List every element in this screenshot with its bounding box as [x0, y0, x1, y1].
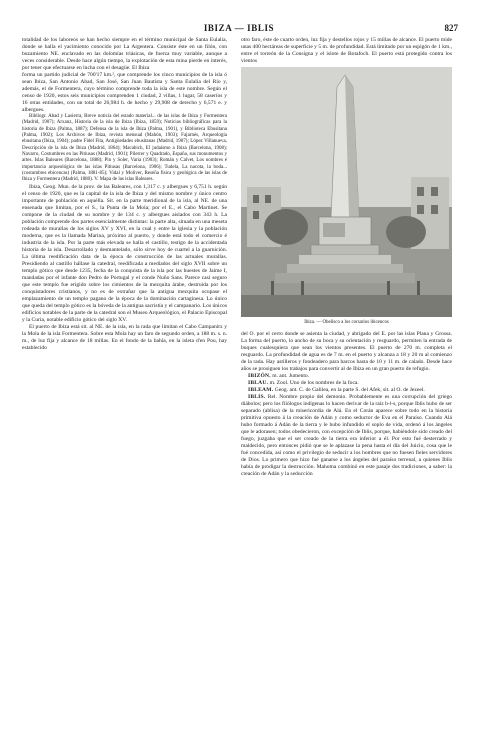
page-number: 827: [444, 23, 458, 33]
paragraph: del O. por el cerro donde se asienta la ciudad, y abrigado del E. por las islas Plana y Grossa. La forma del puerto, lo ancho de su boca y su orientación y resguardo, permiten la entrada de buques cualesquiera que sean los vientos presentes. El puerto de 270 m. completa el resguardo. La profundidad de agua es de 7 m. en el puerto y alcanza a 18 y 20 m al comienzo de la rada. Hay astilleros y fondeadero para barcos hasta de 10 y 11 m. de calado. Desde hace años se prosiguen los trabajos para convertir al de Ibiza en un gran puerto de refugio.: [241, 331, 452, 372]
entry-text: Geog. ant. C. de Galilea, en la parte S. del Afek, sit. al O. de Jezeel.: [274, 387, 425, 393]
entry-headword: IBIZÓN.: [248, 373, 271, 379]
dictionary-entry: [241, 394, 452, 478]
entry-headword: IBLAU.: [248, 380, 269, 386]
obelisk-illustration: [241, 67, 452, 317]
dictionary-entry: [241, 387, 452, 394]
figure: [241, 67, 452, 327]
bibliography: Bibliogr. Abad y Lasierra, Breve noticia del estado material... de las islas de Ibiza y Formentera (Madrid, 1907); Arxanz, Historia de la isla de Ibiza (Ibiza, 1859); Noticias bibliográficas para la historia de Ibiza (Palma, 1887); Defensa de la isla de Ibiza (Palma, 1901), y Biblioteca Ebusitana (Palma, 1902); Los Archivos de Ibiza, revista mensual (Mahón, 1903); Fajarnés, Arqueología ebusitana (Ibiza, 1904); padre Fidel Fita, Antigüedades ebusitanas (Madrid, 1907); López Villanueva, Descripción de la isla de Ibiza (Madrid, 1864); Macabich, El judaísmo a Ibiza (Barcelona, 1908); Navarro, Costumbres en las Pitiusas (Madrid, 1901); Pilerrer y Quadrado, España, sus monumentos y artes. Islas Baleares (Barcelona, 1888); Pin y Soler, Varia (1903); Román y Calvet, Los nombres é importancia arqueológica de las islas Pitiusas (Barcelona, 1906); Tudela, La nacota, la boda... (costumbres ebicencas) (Palma, 1881-85); Vidal y Moliver, Reseña física y geológica de las islas de Ibiza y Formentera (Madrid, 1880). V. Mapa de las islas Baleares.: [22, 114, 227, 183]
running-title: IBIZA — IBLIS: [203, 23, 275, 33]
entry-text: m. ant. Jumento.: [272, 373, 310, 379]
paragraph: totalidad de los laboreos se han hecho siempre en el término municipal de Santa Eulalia, donde se halla el yacimiento conocido por La Argentera. Consiste éste en un filón, con buzamiento NE. enclavado en las dolomías triásicas, de fuerza muy variable, aunque a veces considerable. Desde hace algún tiempo, la explotación de esta mina pierde en interés, por tener que efectuarse en lucha con el desagüe. El Ibiza: [22, 37, 227, 71]
left-column: [22, 37, 227, 716]
paragraph: otro faro, éste de cuarto orden, luz fija y destellos rojos y 15 millas de alcance. El puerto mide unas 400 hectáreas de superficie y 5 m. de profundidad. Está limitado por un espigón de 1 km., entre el torreón de la Consigna y el islote de Botafoch. El puerto está protegido contra los vientos: [241, 37, 452, 64]
dictionary-entry: [241, 373, 452, 380]
right-column: [241, 37, 452, 716]
obelisk-photo: [241, 67, 452, 317]
paragraph: Ibiza, Geog. Mun. de la prov. de las Baleares, con 1,317 c. y albergues y 6,751 h. según el censo de 1920, que es la capital de la isla de Ibiza y del mismo nombre y único centro importante de población en aquélla. Sit. en la parte meridional de la isla, al NE. de una ensenada que limitan, por el S., la Punta de la Mola; por el E., el Cabo Martinet. Se compone de la ciudad de su nombre y de 134 c. y albergues aislados con 343 h. La población comprende dos partes esencialmente distintas: la parte alta, situada en una meseta rodeada de murallas de los siglos XV y XVI, en la cual y entre la iglesia y la población moderna, que es la llamada Marina, próximo al puerto, y donde está todo el comercio é industria de la isla. Por la parte más elevada se halla el castillo, testigo de la accidentada historia de la isla. Desarrollado y desmantelado, sólo sirve hoy de cuartel a la guarnición. La última reedificación data de la época de construcción de las actuales murallas. Presidiendo al castillo hállase la catedral, reedificada a mediados del siglo XVII sobre un templo gótico que desde 1235, fecha de la conquista de la isla por las huestes de Jaime I, mandadas por el infante don Pedro de Portugal y el conde Nuño Sans. Parece casi seguro que este templo fue erigido sobre los cimientos de la mezquita árabe, destruida por los conquistadores cristianos, y no es de extrañar que la antigua mezquita ocupase el emplazamiento de un templo pagano de la época de la dominación cartaginesa. Lo único que queda del templo gótico es la bóveda de la antigua sacristía y el campanario. Los únicos edificios notables de la parte de la catedral son el Museo Arqueológico, el Palacio Episcopal y la Curia, notable edificio gótico del siglo XV.: [22, 183, 227, 323]
entry-headword: IBLEAM.: [248, 387, 274, 393]
entry-text: Rel. Nombre propio del demonio. Probablemente es una corrupción del griego diábolos; pero los filólogos indígenas lo hacen derivar de la raíz b-l-s, porque Iblis hubo de ser separado (ablisa) de la misericordia de Alá. En el Corán aparece sobre todo en la historia primitiva opuesto á la creación de Adán y como seductor de Eva en el Paraíso. Cuando Alá hubo formado á Adán de la tierra y le hubo infundido el soplo de vida, ordenó á los ángeles que le adorasen; todos obedecieron, con excepción de Iblis, porque, habiéndole sido creado del fuego, juzgaba que el ser creado de la tierra era inferior a él. Por esto fué desterrado y maldecido, pero entonces pidió que se le aplazase la pena hasta el día del Juicio, cosa que le fué concedida, así como el privilegio de seducir a los hombres que no fuesen fieles servidores de Dios. Lo primero que hizo fué ganarse a los ángeles del paraíso terrenal, a quienes Iblis había de prodigar la destrucción. Mahoma combinó en este pasaje dos tradiciones, a saber: la creación de Adán y la seducción: [241, 394, 452, 477]
entry-headword: IBLIS.: [248, 394, 266, 400]
paragraph: forma un partido judicial de 700'17 km.², que comprende los cinco municipios de la isla ó sean Ibiza, San Antonio Abad, San José, San Juan Bautista y Santa Eulalia del Río y, además, el de Formentera, cuyo término comprende toda la isla de este nombre. Según el censo de 1920, estos seis municipios comprenden 1 ciudad, 2 villas, 1 lugar, 58 caseríos y 16 otras entidades, con un total de 26,984 h. de hecho y 29,908 de derecho y 6,571 e. y albergues.: [22, 72, 227, 113]
paragraph: El puerto de Ibiza está sit. al NE. de la isla, en la rada que limitan el Cabo Campanitx y la Mola de la isla Formentera. Sobre esta Mola hay un faro de segundo orden, a 188 m. s. n. m., de luz fija y alcance de 18 millas. En el fondo de la bahía, en la isleta d'en Pou, hay establecido: [22, 323, 227, 351]
figure-caption: Ibiza. — Obelisco a los corsarios ibicencos: [304, 320, 389, 325]
dictionary-entry: [241, 380, 452, 387]
page-header: [20, 22, 458, 34]
entry-text: m. Zool. Uno de los nombres de la foca.: [269, 380, 359, 386]
